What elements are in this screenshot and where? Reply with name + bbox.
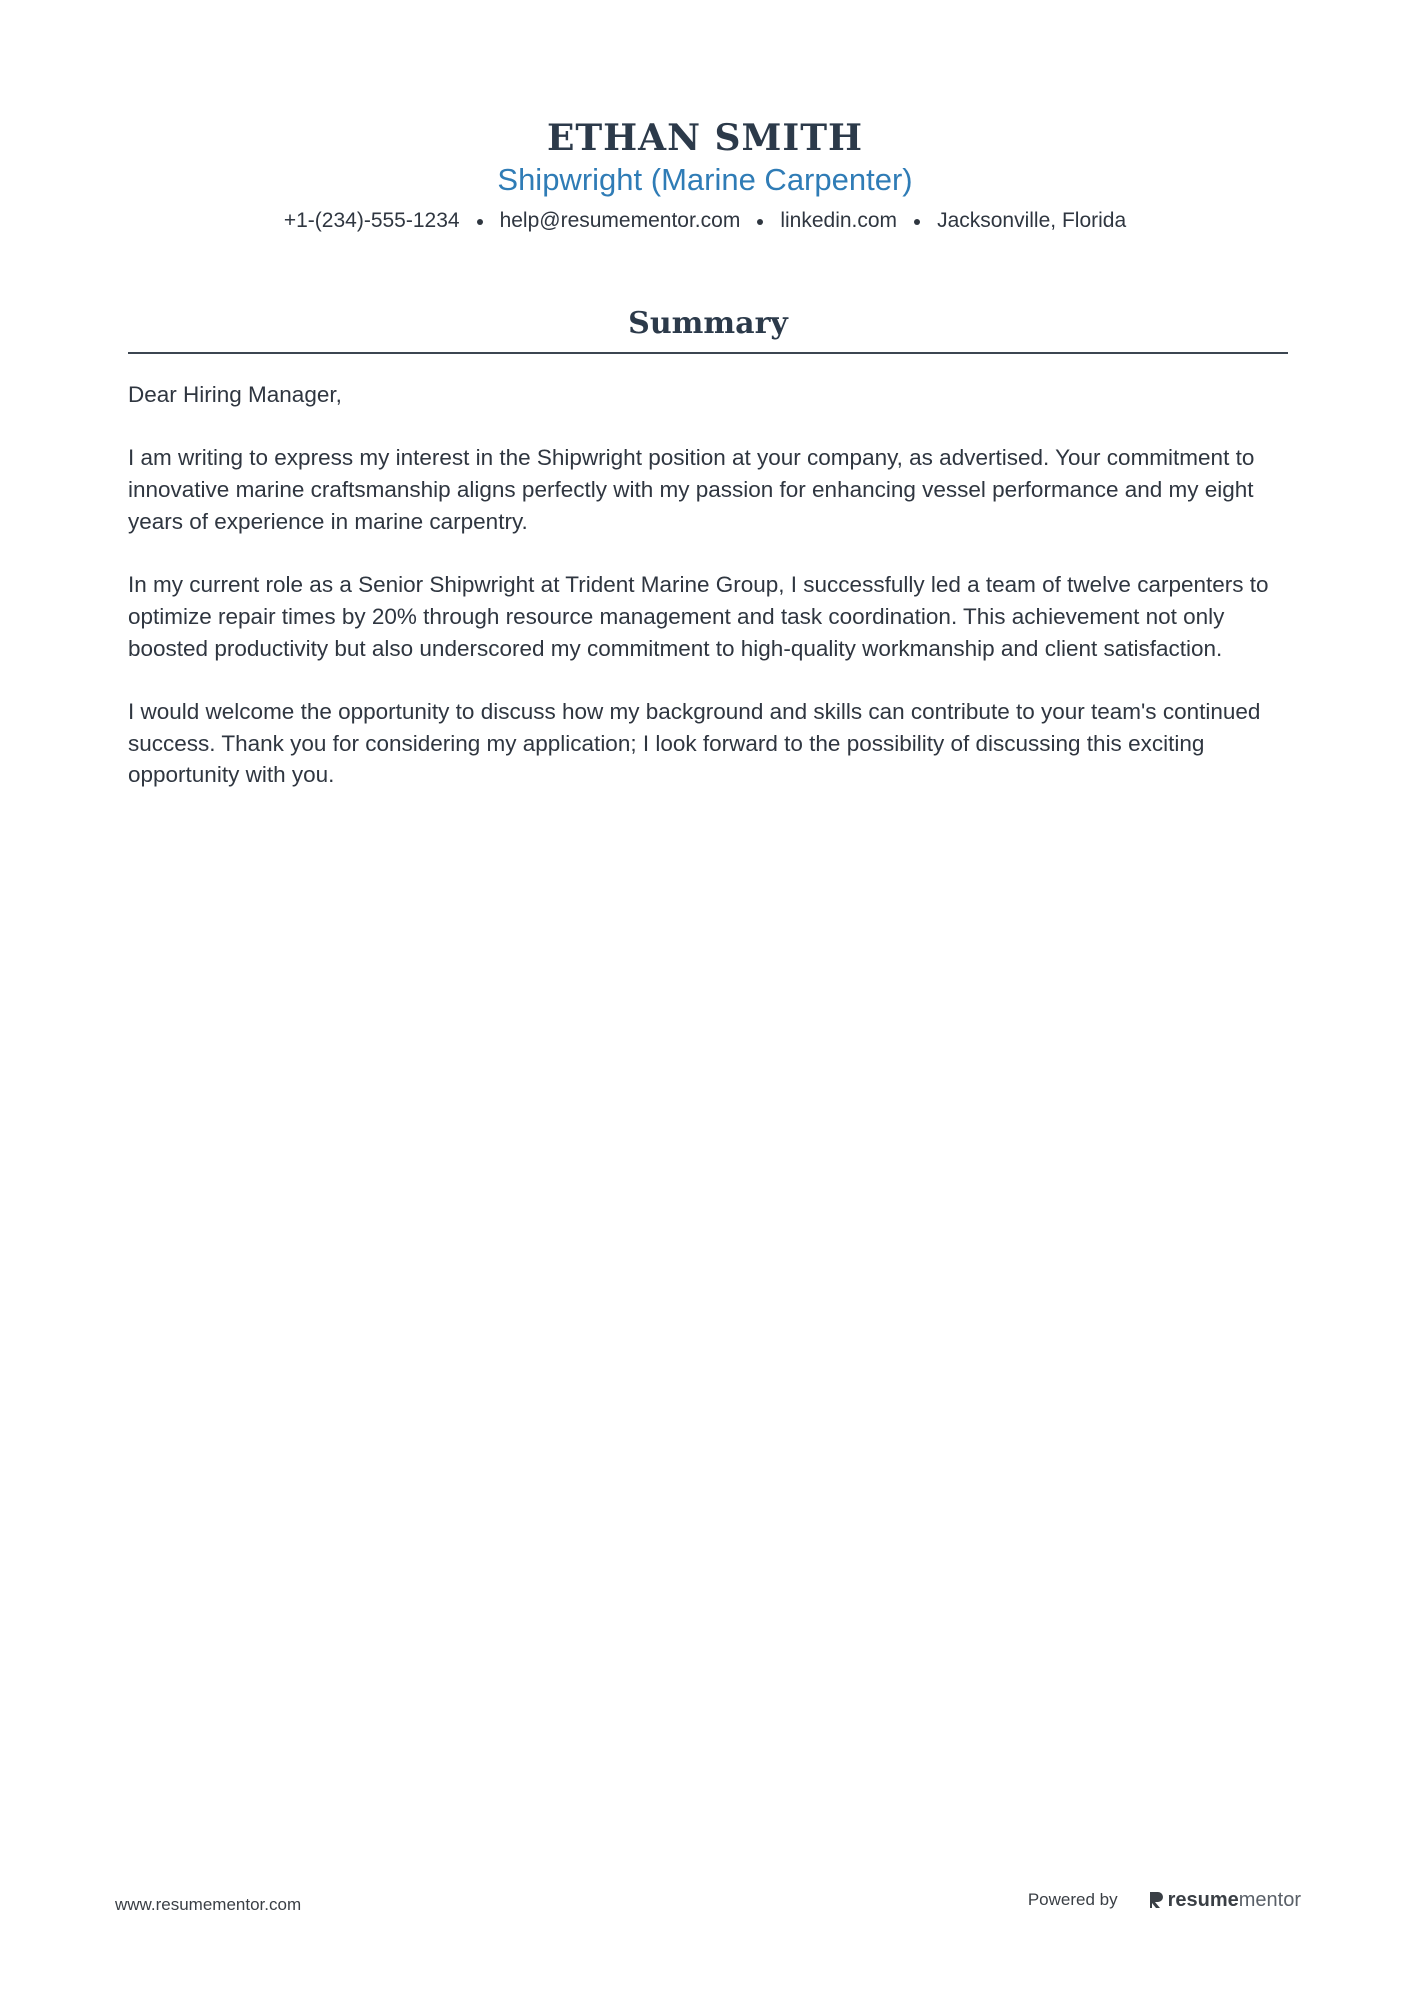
contact-row — [0, 206, 1410, 236]
contact-email: help@resumementor.com — [499, 209, 741, 232]
letter-header — [0, 112, 1410, 236]
letter-paragraph: I am writing to express my interest in the Shipwright position at your company, as advertised. Your commitment to innovative marine craftsmanship aligns perfectly with my passion for enhancing vessel performance and my eight years of experience in marine carpentry. — [128, 445, 1255, 534]
bullet-separator — [477, 219, 483, 225]
bullet-separator — [914, 219, 920, 225]
bullet-separator — [757, 219, 763, 225]
letter-paragraph: In my current role as a Senior Shipwright at Trident Marine Group, I successfully led a team of twelve carpenters to optimize repair times by 20% through resource management and task coordination. This achievement not only boosted productivity but also underscored my commitment to high-quality workmanship and client satisfaction. — [128, 572, 1269, 661]
letter-paragraph: I would welcome the opportunity to discuss how my background and skills can contribute to your team's continued success. Thank you for considering my application; I look forward to the possibility of discussing this exciting opportunity with you. — [128, 698, 1261, 788]
job-title: Shipwright (Marine Carpenter) — [497, 162, 913, 197]
letter-body — [128, 379, 1288, 823]
powered-by-label: Powered by — [1027, 1890, 1118, 1909]
section-title: Summary — [628, 306, 788, 341]
candidate-name: ETHAN SMITH — [546, 117, 864, 159]
footer-branding — [1028, 1888, 1301, 1912]
brand-name-bold: resume — [1167, 1889, 1239, 1911]
resumementor-logo-icon — [1148, 1890, 1164, 1910]
brand-logo — [1148, 1888, 1301, 1912]
brand-name-light: mentor — [1238, 1889, 1301, 1911]
contact-linkedin: linkedin.com — [780, 209, 898, 232]
footer-website: www.resumementor.com — [115, 1895, 302, 1914]
contact-phone: +1-(234)-555-1234 — [283, 209, 460, 232]
section-header — [128, 302, 1288, 354]
letter-greeting: Dear Hiring Manager, — [128, 382, 342, 407]
contact-location: Jacksonville, Florida — [937, 209, 1127, 232]
